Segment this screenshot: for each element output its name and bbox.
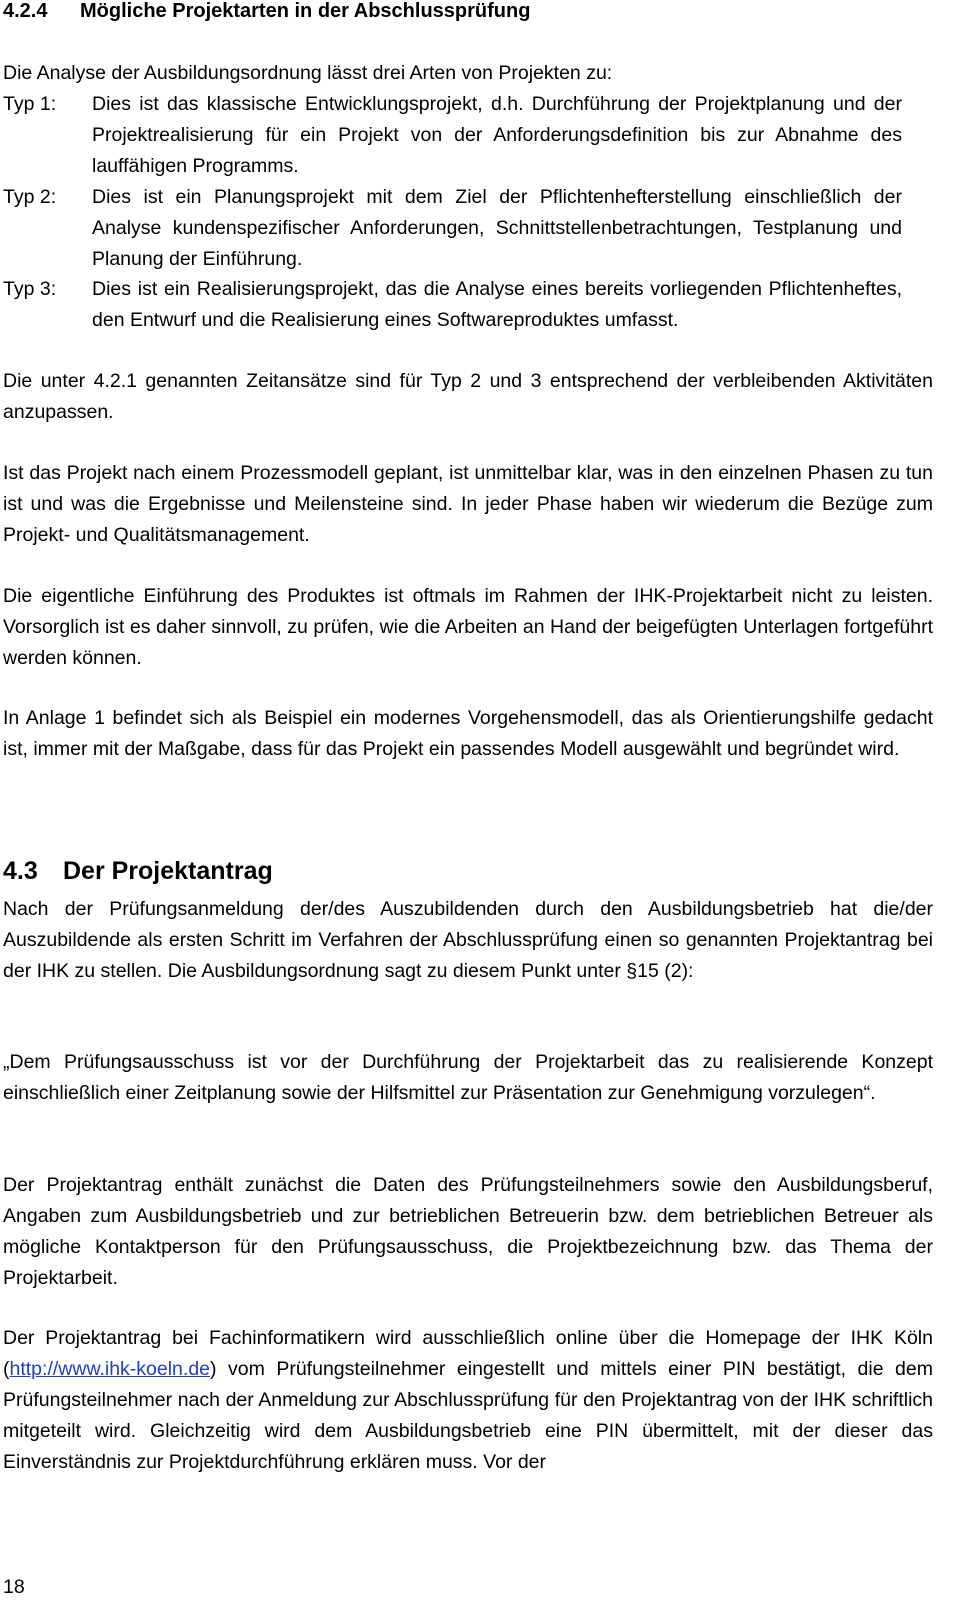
paragraph-online-antrag: [3, 1323, 933, 1478]
type-label: Typ 2:: [3, 186, 57, 208]
text-after-link: ) vom Prüfungsteilnehmer eingestellt und mittels einer PIN bestätigt, die dem Prüfungsteilnehmer nach der Anmeldung zur Abschlussprüfung für den Projektantrag von der IHK schriftlich mitgeteilt wird. Gleichzeitig wird dem Ausbildungsbetrieb eine PIN übermittelt, mit der dieser das Einverständnis zur Projektdurchführung erklären muss. Vor der: [3, 1358, 933, 1473]
section-title: Mögliche Projektarten in der Abschlussprüfung: [80, 0, 531, 22]
paragraph-prozessmodell: Ist das Projekt nach einem Prozessmodell geplant, ist unmittelbar klar, was in den einzelnen Phasen zu tun ist und was die Ergebnisse und Meilensteine sind. In jeder Phase haben wir wiederum die Bezüge zum Projekt- und Qualitätsmanagement.: [3, 462, 933, 546]
paragraph-einfuehrung: Die eigentliche Einführung des Produktes ist oftmals im Rahmen der IHK-Projektarbeit nicht zu leisten. Vorsorglich ist es daher sinnvoll, zu prüfen, wie die Arbeiten an Hand der beigefügten Unterlagen fortgeführt werden können.: [3, 585, 933, 669]
type-description: Dies ist das klassische Entwicklungsprojekt, d.h. Durchführung der Projektplanung und der Projektrealisierung für ein Projekt von der Anforderungsdefinition bis zur Abnahme des lauffähigen Programms.: [92, 93, 902, 177]
type-label: Typ 3:: [3, 278, 57, 300]
section-heading-4-2-4: [3, 0, 530, 27]
quote-paragraph: „Dem Prüfungsausschuss ist vor der Durchführung der Projektarbeit das zu realisierende Konzept einschließlich einer Zeitplanung sowie der Hilfsmittel zur Präsentation zur Genehmigung vorzulegen“.: [3, 1051, 933, 1104]
section-title: Der Projektantrag: [63, 857, 273, 885]
type-label: Typ 1:: [3, 93, 57, 115]
page-number: 18: [3, 1576, 25, 1598]
paragraph-projektantrag-inhalt: Der Projektantrag enthält zunächst die Daten des Prüfungsteilnehmers sowie den Ausbildungsberuf, Angaben zum Ausbildungsbetrieb und zur betrieblichen Betreuerin bzw. dem betrieblichen Betreuer als mögliche Kontaktperson für den Prüfungsausschuss, die Projektbezeichnung bzw. das Thema der Projektarbeit.: [3, 1174, 933, 1289]
paragraph-zeitansaetze: Die unter 4.2.1 genannten Zeitansätze sind für Typ 2 und 3 entsprechend der verbleibenden Aktivitäten anzupassen.: [3, 370, 933, 423]
section-heading-4-3: [3, 855, 273, 887]
type-description: Dies ist ein Planungsprojekt mit dem Ziel der Pflichtenhefterstellung einschließlich der Analyse kundenspezifischer Anforderungen, Schnittstellenbetrachtungen, Testplanung und Planung der Einführung.: [92, 186, 902, 270]
section-number: 4.3: [3, 857, 38, 885]
section-number: 4.2.4: [3, 0, 48, 22]
paragraph-pruefungsanmeldung: Nach der Prüfungsanmeldung der/des Auszubildenden durch den Ausbildungsbetrieb hat die/der Auszubildende als ersten Schritt im Verfahren der Abschlussprüfung einen so genannten Projektantrag bei der IHK zu stellen. Die Ausbildungsordnung sagt zu diesem Punkt unter §15 (2):: [3, 898, 933, 982]
ihk-koeln-link[interactable]: http://www.ihk-koeln.de: [9, 1358, 211, 1380]
intro-paragraph: Die Analyse der Ausbildungsordnung lässt drei Arten von Projekten zu:: [3, 62, 613, 84]
paragraph-anlage: In Anlage 1 befindet sich als Beispiel ein modernes Vorgehensmodell, das als Orientierungshilfe gedacht ist, immer mit der Maßgabe, dass für das Projekt ein passendes Modell ausgewählt und begründet wird.: [3, 707, 933, 760]
type-description: Dies ist ein Realisierungsprojekt, das die Analyse eines bereits vorliegenden Pflichtenheftes, den Entwurf und die Realisierung eines Softwareproduktes umfasst.: [92, 278, 902, 331]
text-before-link: Der Projektantrag bei Fachinformatikern wird ausschließlich online über die Homepage der IHK Köln (: [3, 1327, 933, 1380]
